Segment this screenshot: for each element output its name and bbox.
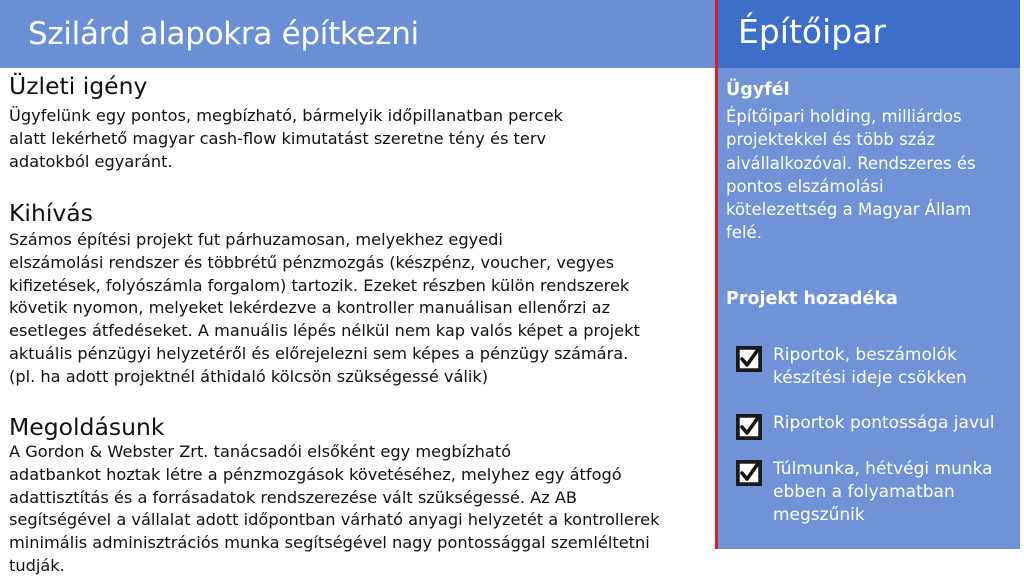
checkbox-checked-icon <box>736 460 762 486</box>
text-line: A Gordon & Webster Zrt. tanácsadói elsőként egy megbízható <box>9 442 512 461</box>
text-line: készítési ideje csökken <box>773 368 967 388</box>
text-line: alvállalkozóval. Rendszeres és <box>726 153 976 173</box>
section-body-business-need <box>9 105 714 173</box>
text-line: segítségével a vállalat adott időpontban várható anyagi helyzetét a kontrollerek <box>9 510 660 530</box>
benefits-heading: Projekt hozadéka <box>726 289 898 309</box>
text-line: ebben a folyamatban <box>773 482 955 502</box>
sidebar-title: Építőipar <box>738 12 887 51</box>
text-line: elszámolási rendszer és többrétű pénzmozgás (készpénz, voucher, vegyes <box>9 252 615 272</box>
benefit-item <box>736 412 1020 440</box>
benefit-item <box>736 458 1020 527</box>
text-line: projektekkel és több száz <box>726 130 936 150</box>
client-heading: Ügyfél <box>726 80 790 100</box>
sidebar-header <box>718 0 1020 68</box>
benefit-label <box>773 344 967 390</box>
text-line: felé. <box>726 223 762 243</box>
text-line: pontos elszámolási <box>726 176 884 196</box>
text-line: adatokból egyaránt. <box>9 151 173 171</box>
text-line: Számos építési projekt fut párhuzamosan, melyekhez egyedi <box>9 230 503 249</box>
benefit-item <box>736 344 1020 390</box>
text-line: minimális adminisztrációs munka segítségével nagy pontossággal szemléltetni <box>9 533 650 553</box>
benefit-label <box>773 412 995 435</box>
text-line: megszűnik <box>773 505 865 525</box>
text-line: tudják. <box>9 555 65 575</box>
text-line: kifizetések, folyószámla forgalom) tartozik. Ezeket részben külön rendszerek <box>9 275 630 295</box>
text-line: Riportok pontossága javul <box>773 413 995 433</box>
section-heading-solution: Megoldásunk <box>9 413 165 441</box>
checkbox-checked-icon <box>736 346 762 372</box>
slide-header <box>0 0 716 68</box>
text-line: követik nyomon, melyeket lekérdezve a kontroller manuálisan ellenőrzi az <box>9 298 611 318</box>
text-line: adatbankot hoztak létre a pénzmozgások követéséhez, melyhez egy átfogó <box>9 464 622 484</box>
checkbox-checked-icon <box>736 414 762 440</box>
text-line: adattisztítás és a forrásadatok rendszerezése vált szükségessé. Az AB <box>9 487 578 507</box>
section-body-challenge <box>9 229 714 389</box>
section-heading-business-need: Üzleti igény <box>9 72 148 100</box>
benefit-label <box>773 458 993 527</box>
text-line: Riportok, beszámolók <box>773 345 957 365</box>
text-line: alatt lekérhető magyar cash-flow kimutatást szeretne tény és terv <box>9 128 547 148</box>
text-line: (pl. ha adott projektnél áthidaló kölcsön szükségessé válik) <box>9 366 489 386</box>
section-heading-challenge: Kihívás <box>9 199 93 227</box>
text-line: esetleges átfedéseket. A manuális lépés nélkül nem kap valós képet a projekt <box>9 321 640 341</box>
text-line: Túlmunka, hétvégi munka <box>773 459 993 479</box>
sidebar <box>718 0 1020 549</box>
slide-title: Szilárd alapokra építkezni <box>28 16 419 52</box>
text-line: kötelezettség a Magyar Állam <box>726 200 972 220</box>
client-description <box>726 105 1016 245</box>
text-line: Ügyfelünk egy pontos, megbízható, bármelyik időpillanatban percek <box>9 106 563 125</box>
text-line: Építőipari holding, milliárdos <box>726 107 962 126</box>
section-body-solution <box>9 441 714 578</box>
text-line: aktuális pénzügyi helyzetéről és előrejelezni sem képes a pénzügy számára. <box>9 343 629 363</box>
